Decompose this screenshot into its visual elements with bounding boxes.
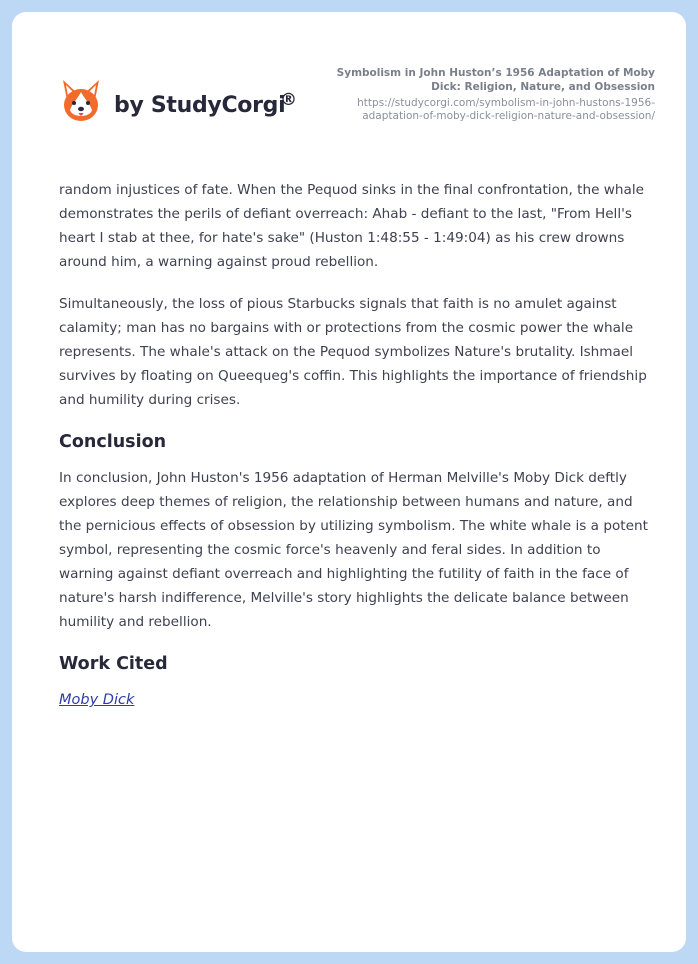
document-title: Symbolism in John Huston’s 1956 Adaptation of Moby Dick: Religion, Nature, and Obsession bbox=[336, 67, 655, 93]
document-url[interactable]: https://studycorgi.com/symbolism-in-john-hustons-1956-adaptation-of-moby-dick-religion-nature-and-obsession/ bbox=[357, 97, 655, 122]
conclusion-heading: Conclusion bbox=[59, 432, 167, 452]
work-cited-heading: Work Cited bbox=[59, 654, 168, 674]
work-cited-entry bbox=[59, 688, 657, 712]
moby-dick-link[interactable]: Moby Dick bbox=[59, 692, 135, 708]
logo-text: by StudyCorgi bbox=[114, 92, 286, 118]
conclusion-paragraph: In conclusion, John Huston's 1956 adaptation of Herman Melville's Moby Dick deftly explores deep themes of religion, the relationship between humans and nature, and the pernicious effects of obsession by utilizing symbolism. The white whale is a potent symbol, representing the cosmic force's heavenly and feral sides. In addition to warning against defiant overreach and highlighting the futility of faith in the face of nature's harsh indifference, Melville's story highlights the delicate balance between humility and rebellion. bbox=[59, 470, 648, 630]
registered-mark: ® bbox=[280, 90, 297, 110]
document-meta bbox=[315, 66, 655, 123]
document-body bbox=[59, 178, 657, 730]
corgi-icon bbox=[60, 78, 102, 124]
body-paragraph: random injustices of fate. When the Pequod sinks in the final confrontation, the whale demonstrates the perils of defiant overreach: Ahab - defiant to the last, "From Hell's heart I stab at thee, for hate's sake" (Huston 1:48:55 - 1:49:04) as his crew drowns around him, a warning against proud rebellion. bbox=[59, 182, 644, 270]
document-page bbox=[12, 12, 686, 952]
page-header bbox=[12, 12, 686, 152]
studycorgi-logo[interactable] bbox=[60, 76, 297, 126]
body-paragraph: Simultaneously, the loss of pious Starbucks signals that faith is no amulet against calamity; man has no bargains with or protections from the cosmic power the whale represents. The whale's attack on the Pequod symbolizes Nature's brutality. Ishmael survives by floating on Queequeg's coffin. This highlights the importance of friendship and humility during crises. bbox=[59, 296, 647, 408]
